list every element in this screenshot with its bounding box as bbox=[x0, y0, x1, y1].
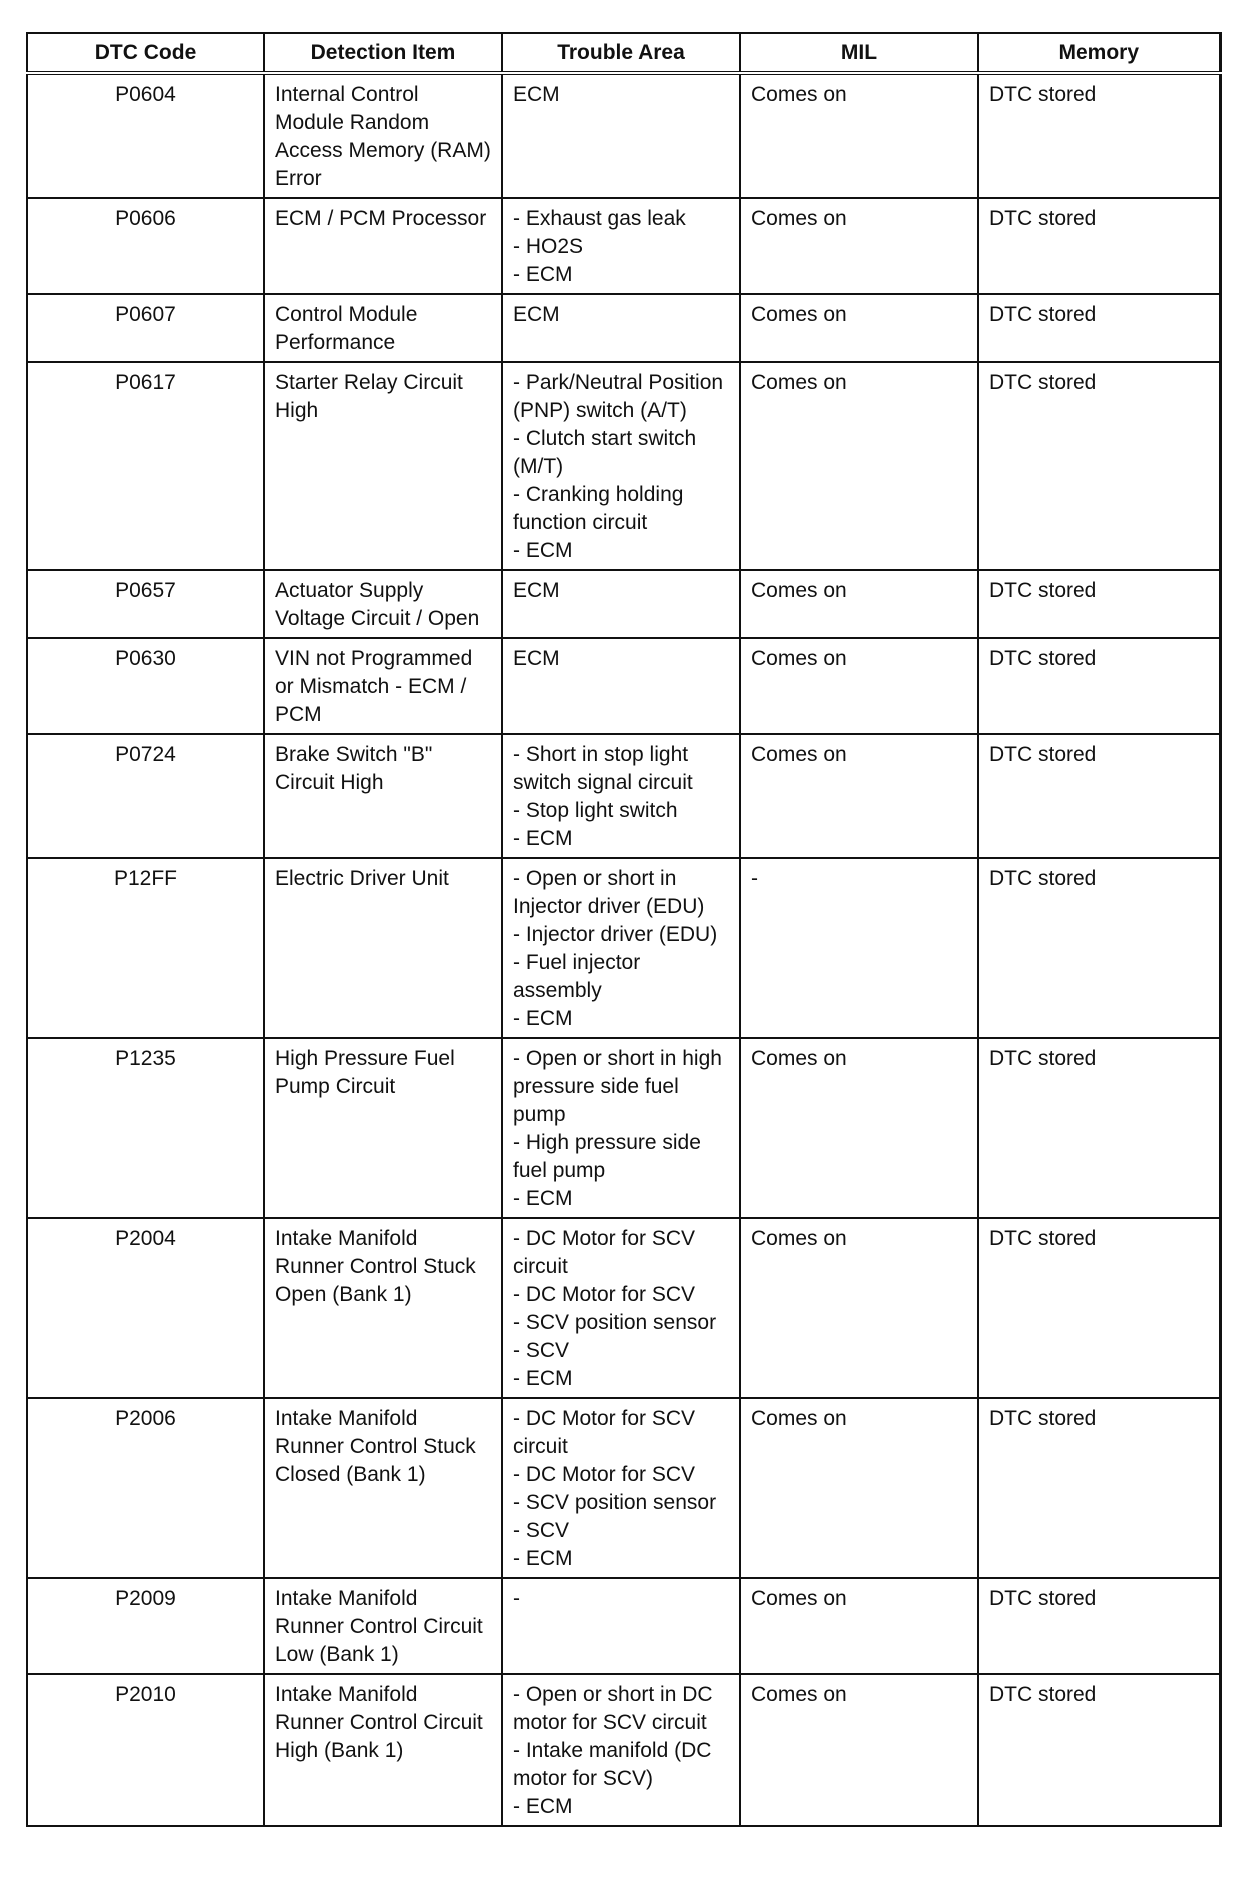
trouble-area-line: - Cranking holding function circuit bbox=[513, 483, 684, 534]
trouble-area-cell bbox=[502, 638, 740, 734]
trouble-area-line: - bbox=[513, 1587, 520, 1610]
dtc-code-cell: P0604 bbox=[27, 73, 264, 198]
trouble-area-line: - Exhaust gas leak bbox=[513, 207, 686, 230]
detection-item-cell: Actuator Supply Voltage Circuit / Open bbox=[264, 570, 502, 638]
trouble-area-line: - Open or short in DC motor for SCV circuit bbox=[513, 1683, 713, 1734]
detection-item-cell: ECM / PCM Processor bbox=[264, 198, 502, 294]
dtc-code-cell: P2010 bbox=[27, 1674, 264, 1826]
mil-cell: Comes on bbox=[740, 570, 978, 638]
dtc-code-cell: P0657 bbox=[27, 570, 264, 638]
trouble-area-line: ECM bbox=[513, 303, 560, 326]
table-row bbox=[27, 73, 1220, 198]
header-detection-item: Detection Item bbox=[264, 33, 502, 73]
trouble-area-line: - DC Motor for SCV bbox=[513, 1283, 696, 1306]
mil-cell: - bbox=[740, 858, 978, 1038]
trouble-area-cell bbox=[502, 1038, 740, 1218]
trouble-area-cell bbox=[502, 198, 740, 294]
dtc-code-cell: P0724 bbox=[27, 734, 264, 858]
table-header bbox=[27, 33, 1220, 73]
table-row bbox=[27, 1038, 1220, 1218]
trouble-area-line: - DC Motor for SCV circuit bbox=[513, 1407, 696, 1458]
mil-cell: Comes on bbox=[740, 1578, 978, 1674]
mil-cell: Comes on bbox=[740, 638, 978, 734]
trouble-area-line: - Open or short in Injector driver (EDU) bbox=[513, 867, 705, 918]
dtc-code-cell: P0607 bbox=[27, 294, 264, 362]
table-body bbox=[27, 73, 1220, 1826]
trouble-area-line: - ECM bbox=[513, 1367, 573, 1390]
table-row bbox=[27, 734, 1220, 858]
memory-cell: DTC stored bbox=[978, 73, 1220, 198]
dtc-table bbox=[26, 32, 1222, 1827]
trouble-area-cell bbox=[502, 1398, 740, 1578]
memory-cell: DTC stored bbox=[978, 1038, 1220, 1218]
memory-cell: DTC stored bbox=[978, 570, 1220, 638]
memory-cell: DTC stored bbox=[978, 198, 1220, 294]
trouble-area-line: - ECM bbox=[513, 1007, 573, 1030]
trouble-area-line: - SCV bbox=[513, 1519, 570, 1542]
header-mil: MIL bbox=[740, 33, 978, 73]
trouble-area-line: - Short in stop light switch signal circuit bbox=[513, 743, 693, 794]
detection-item-cell: Starter Relay Circuit High bbox=[264, 362, 502, 570]
trouble-area-cell bbox=[502, 1674, 740, 1826]
dtc-code-cell: P1235 bbox=[27, 1038, 264, 1218]
trouble-area-line: - ECM bbox=[513, 1187, 573, 1210]
trouble-area-line: - Fuel injector assembly bbox=[513, 951, 641, 1002]
trouble-area-line: - Injector driver (EDU) bbox=[513, 923, 718, 946]
detection-item-cell: Brake Switch "B" Circuit High bbox=[264, 734, 502, 858]
dtc-code-cell: P0606 bbox=[27, 198, 264, 294]
trouble-area-line: - DC Motor for SCV circuit bbox=[513, 1227, 696, 1278]
trouble-area-cell bbox=[502, 73, 740, 198]
mil-cell: Comes on bbox=[740, 294, 978, 362]
trouble-area-line: - ECM bbox=[513, 539, 573, 562]
trouble-area-line: - DC Motor for SCV bbox=[513, 1463, 696, 1486]
trouble-area-cell bbox=[502, 1578, 740, 1674]
detection-item-cell: Intake Manifold Runner Control Stuck Closed (Bank 1) bbox=[264, 1398, 502, 1578]
memory-cell: DTC stored bbox=[978, 362, 1220, 570]
table-row bbox=[27, 1398, 1220, 1578]
header-row bbox=[27, 33, 1220, 73]
trouble-area-cell bbox=[502, 362, 740, 570]
detection-item-cell: Electric Driver Unit bbox=[264, 858, 502, 1038]
table-row bbox=[27, 1578, 1220, 1674]
memory-cell: DTC stored bbox=[978, 1674, 1220, 1826]
trouble-area-line: - High pressure side fuel pump bbox=[513, 1131, 701, 1182]
dtc-code-cell: P2006 bbox=[27, 1398, 264, 1578]
trouble-area-cell bbox=[502, 858, 740, 1038]
dtc-code-cell: P2004 bbox=[27, 1218, 264, 1398]
trouble-area-line: - Intake manifold (DC motor for SCV) bbox=[513, 1739, 712, 1790]
trouble-area-line: ECM bbox=[513, 83, 560, 106]
table-row bbox=[27, 294, 1220, 362]
trouble-area-line: - ECM bbox=[513, 1547, 573, 1570]
trouble-area-line: - SCV position sensor bbox=[513, 1311, 717, 1334]
trouble-area-cell bbox=[502, 570, 740, 638]
detection-item-cell: Intake Manifold Runner Control Circuit High (Bank 1) bbox=[264, 1674, 502, 1826]
table-row bbox=[27, 362, 1220, 570]
detection-item-cell: Control Module Performance bbox=[264, 294, 502, 362]
trouble-area-line: ECM bbox=[513, 579, 560, 602]
memory-cell: DTC stored bbox=[978, 638, 1220, 734]
trouble-area-line: - HO2S bbox=[513, 235, 584, 258]
dtc-code-cell: P0630 bbox=[27, 638, 264, 734]
detection-item-cell: Internal Control Module Random Access Memory (RAM) Error bbox=[264, 73, 502, 198]
trouble-area-cell bbox=[502, 734, 740, 858]
dtc-table-container bbox=[26, 32, 1219, 1827]
mil-cell: Comes on bbox=[740, 1398, 978, 1578]
header-memory: Memory bbox=[978, 33, 1220, 73]
table-row bbox=[27, 570, 1220, 638]
trouble-area-line: - ECM bbox=[513, 1795, 573, 1818]
memory-cell: DTC stored bbox=[978, 294, 1220, 362]
trouble-area-line: - SCV bbox=[513, 1339, 570, 1362]
memory-cell: DTC stored bbox=[978, 1578, 1220, 1674]
trouble-area-cell bbox=[502, 294, 740, 362]
mil-cell: Comes on bbox=[740, 73, 978, 198]
table-row bbox=[27, 198, 1220, 294]
table-row bbox=[27, 858, 1220, 1038]
header-trouble-area: Trouble Area bbox=[502, 33, 740, 73]
memory-cell: DTC stored bbox=[978, 858, 1220, 1038]
memory-cell: DTC stored bbox=[978, 1218, 1220, 1398]
table-row bbox=[27, 1218, 1220, 1398]
detection-item-cell: High Pressure Fuel Pump Circuit bbox=[264, 1038, 502, 1218]
dtc-code-cell: P2009 bbox=[27, 1578, 264, 1674]
trouble-area-line: - SCV position sensor bbox=[513, 1491, 717, 1514]
mil-cell: Comes on bbox=[740, 1038, 978, 1218]
trouble-area-line: - Open or short in high pressure side fuel pump bbox=[513, 1047, 722, 1126]
trouble-area-line: ECM bbox=[513, 647, 560, 670]
trouble-area-line: - Stop light switch bbox=[513, 799, 678, 822]
memory-cell: DTC stored bbox=[978, 734, 1220, 858]
dtc-code-cell: P0617 bbox=[27, 362, 264, 570]
mil-cell: Comes on bbox=[740, 1218, 978, 1398]
trouble-area-line: - ECM bbox=[513, 263, 573, 286]
mil-cell: Comes on bbox=[740, 362, 978, 570]
trouble-area-line: - Park/Neutral Position (PNP) switch (A/T) bbox=[513, 371, 724, 422]
mil-cell: Comes on bbox=[740, 734, 978, 858]
table-row bbox=[27, 638, 1220, 734]
detection-item-cell: Intake Manifold Runner Control Circuit Low (Bank 1) bbox=[264, 1578, 502, 1674]
memory-cell: DTC stored bbox=[978, 1398, 1220, 1578]
header-dtc-code: DTC Code bbox=[27, 33, 264, 73]
mil-cell: Comes on bbox=[740, 1674, 978, 1826]
trouble-area-cell bbox=[502, 1218, 740, 1398]
dtc-code-cell: P12FF bbox=[27, 858, 264, 1038]
detection-item-cell: Intake Manifold Runner Control Stuck Open (Bank 1) bbox=[264, 1218, 502, 1398]
table-row bbox=[27, 1674, 1220, 1826]
mil-cell: Comes on bbox=[740, 198, 978, 294]
trouble-area-line: - Clutch start switch (M/T) bbox=[513, 427, 697, 478]
trouble-area-line: - ECM bbox=[513, 827, 573, 850]
detection-item-cell: VIN not Programmed or Mismatch - ECM / PCM bbox=[264, 638, 502, 734]
